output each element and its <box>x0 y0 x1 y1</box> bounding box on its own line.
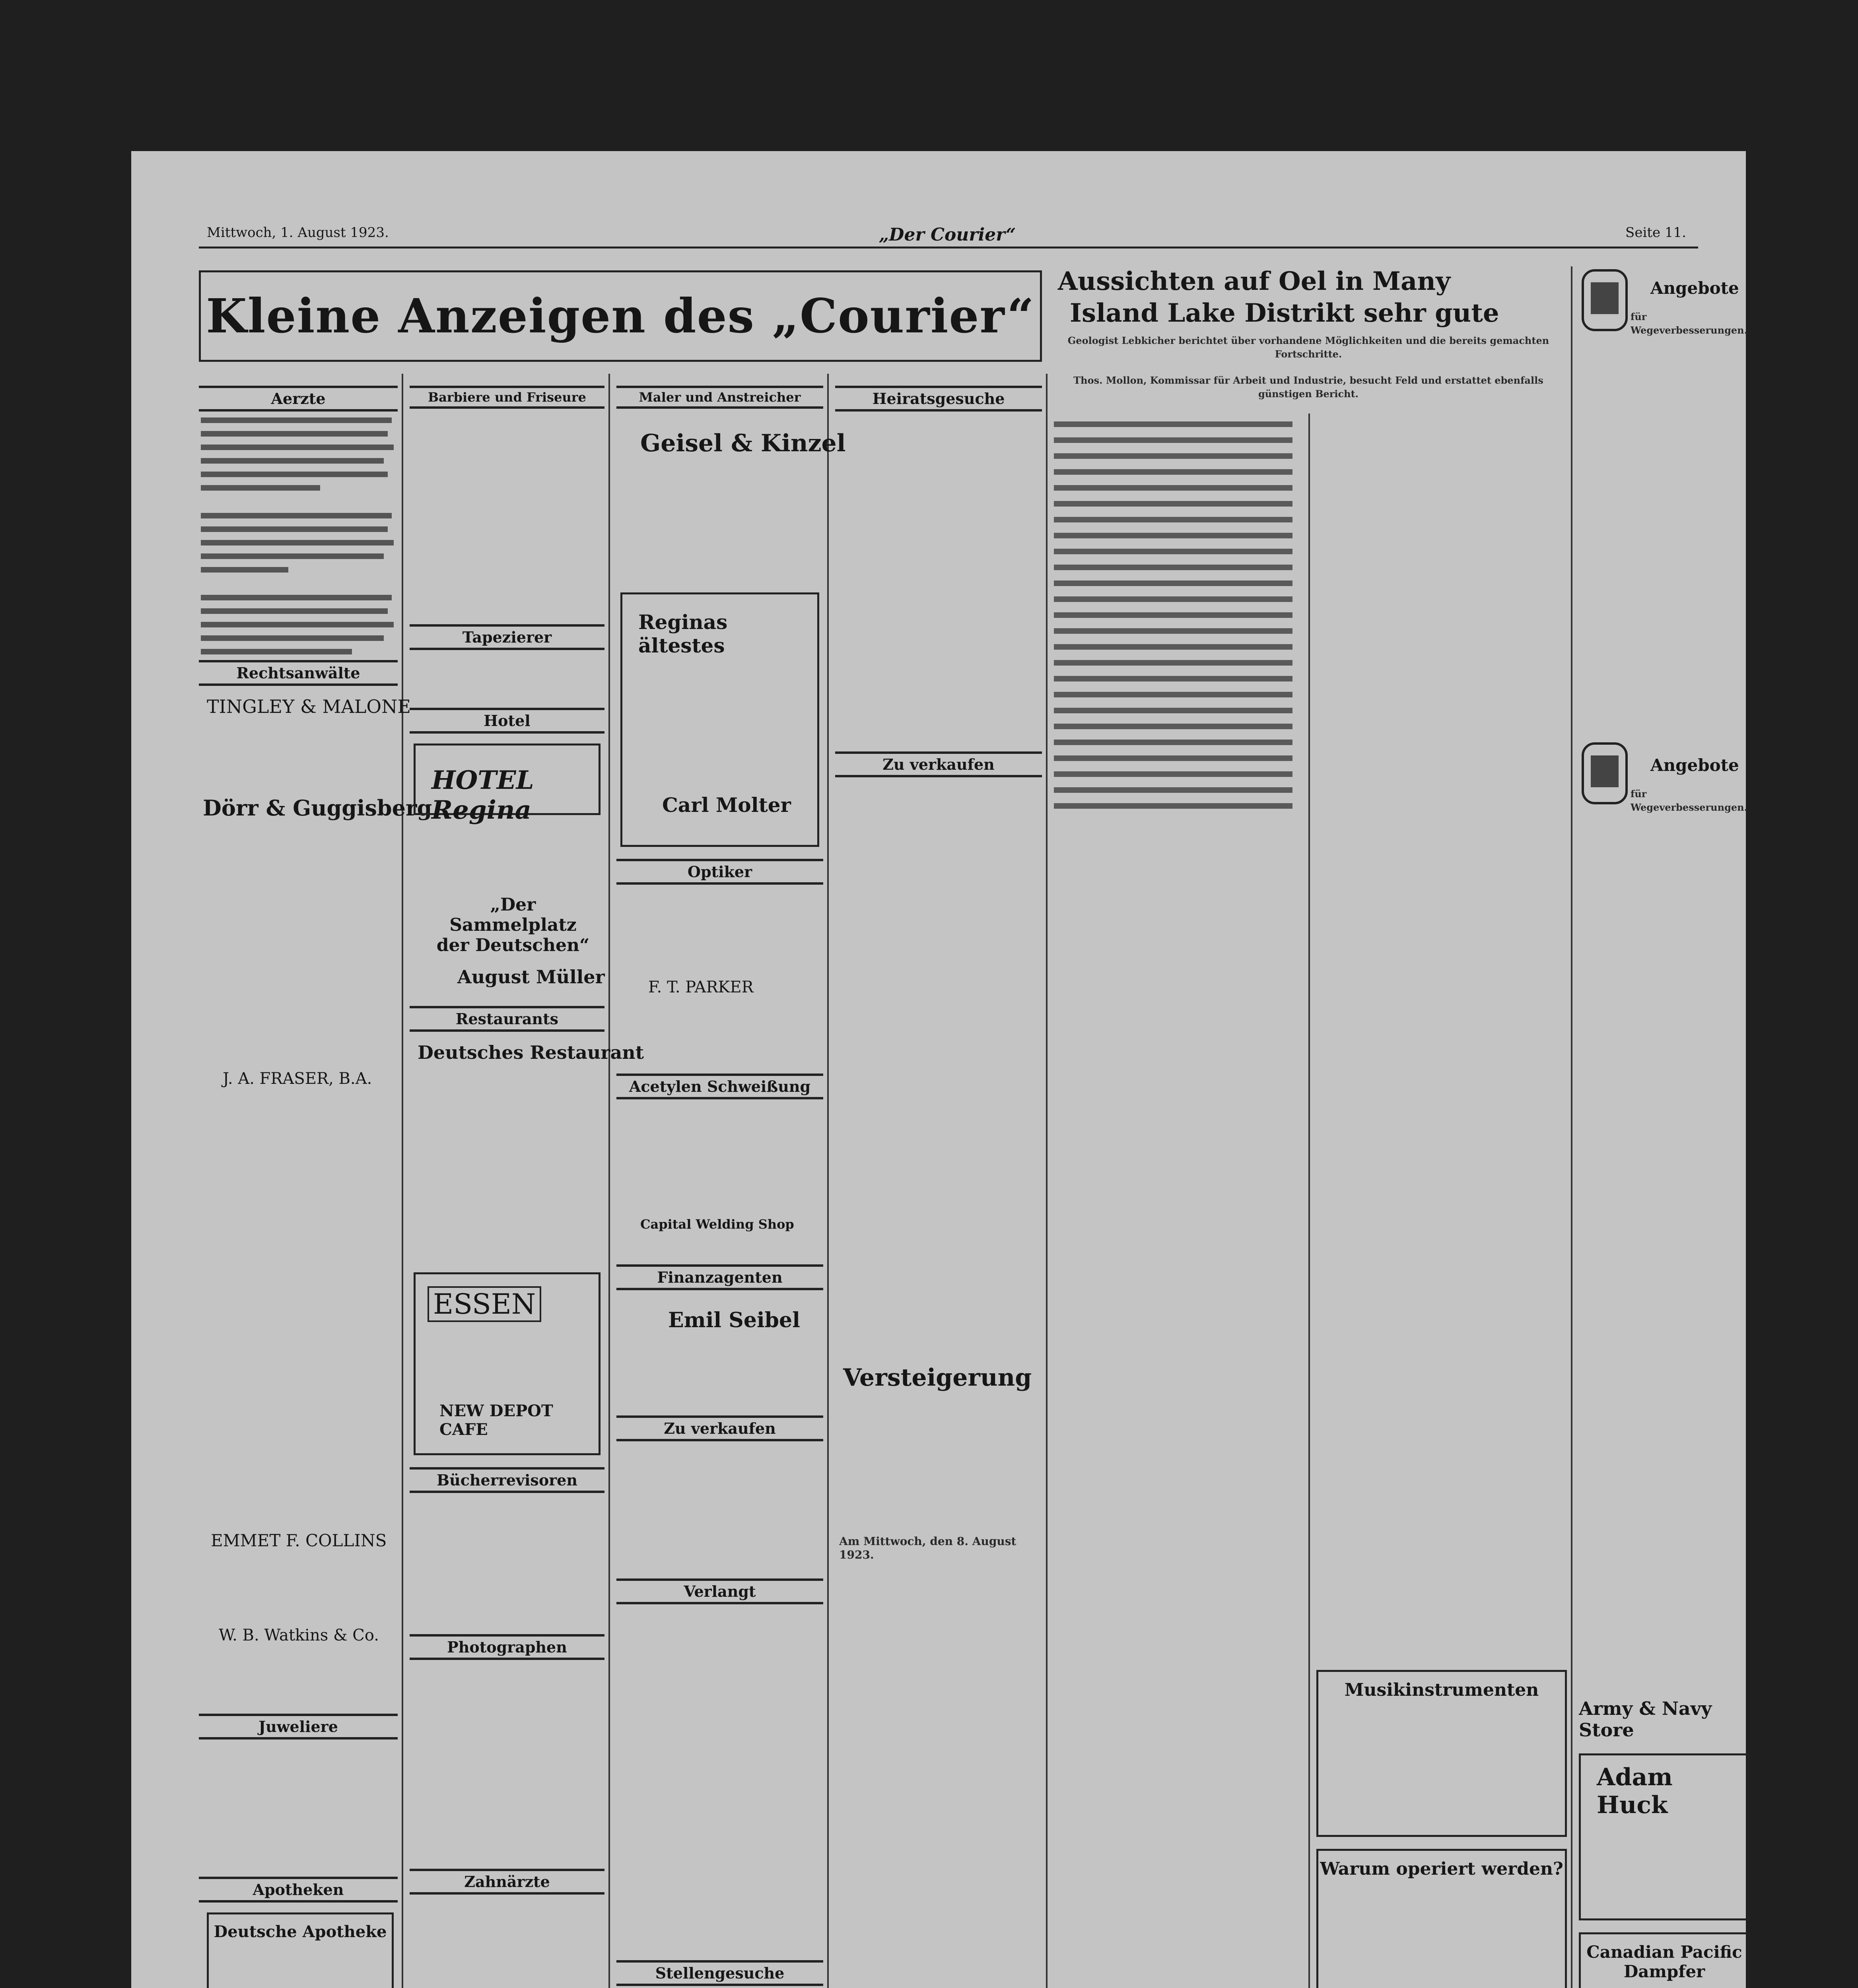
section-buecherrevisoren: Bücherrevisoren <box>410 1467 604 1493</box>
section-maler: Maler und Anstreicher <box>616 386 823 409</box>
column-divider <box>1308 414 1310 1988</box>
oil-headline-1: Aussichten auf Oel in Many <box>1058 266 1451 296</box>
banner-title: Kleine Anzeigen des „Courier“ <box>206 288 1035 344</box>
article-text-lines <box>1054 421 1300 1654</box>
section-apotheken: Apotheken <box>199 1877 398 1903</box>
oil-headline-2: Island Lake Distrikt sehr gute <box>1070 298 1499 328</box>
column-divider <box>1571 266 1572 1988</box>
section-restaurants: Restaurants <box>410 1006 604 1032</box>
new-depot-box <box>414 1272 601 1455</box>
mueller-ad: August Müller <box>457 966 605 988</box>
section-zu-verkaufen: Zu verkaufen <box>835 751 1042 777</box>
column-divider <box>1046 374 1048 1988</box>
crest-icon <box>1579 266 1631 334</box>
section-rechtsanwaelte: Rechtsanwälte <box>199 660 398 686</box>
musik-headline: Musikinstrumenten <box>1344 1680 1539 1700</box>
reginas-aeltestes-ad: Reginas ältestes <box>638 610 728 657</box>
paper-title: „Der Courier“ <box>879 225 1016 245</box>
section-photographen: Photographen <box>410 1634 604 1660</box>
column-divider <box>402 374 403 1988</box>
tingley-malone-ad: TINGLEY & MALONE <box>207 696 411 717</box>
new-depot-ad: NEW DEPOT CAFE <box>439 1402 553 1439</box>
section-finanzagenten: Finanzagenten <box>616 1264 823 1290</box>
oil-subhead: Geologist Lebkicher berichtet über vorhandene Möglichkeiten und die bereits gemachten Fortschritte. <box>1067 335 1549 360</box>
versteigerung-headline: Versteigerung <box>843 1364 1032 1392</box>
section-stellengesuche: Stellengesuche <box>616 1960 823 1986</box>
hotel-regina-box <box>414 744 601 825</box>
section-verlangt: Verlangt <box>616 1578 823 1604</box>
fraser-ad: J. A. FRASER, B.A. <box>223 1070 372 1088</box>
adam-huck-ad: Adam Huck <box>1597 1763 1673 1819</box>
geisel-kinzel-ad: Geisel & Kinzel <box>640 429 846 457</box>
section-zu-verkaufen-2: Zu verkaufen <box>616 1415 823 1441</box>
section-tapezierer: Tapezierer <box>410 624 604 650</box>
running-head <box>131 225 1746 248</box>
auction-date: Am Mittwoch, den 8. August 1923. <box>839 1535 1016 1561</box>
hotel-regina-ad: HOTEL Regina <box>431 765 534 825</box>
column-divider <box>608 374 610 1988</box>
angebote-headline-2: Angebote <box>1650 755 1739 775</box>
oil-subhead-2: Thos. Mollon, Kommissar für Arbeit und Industrie, besucht Feld und erstattet ebenfalls günstigen Bericht. <box>1073 375 1543 400</box>
issue-date: Mittwoch, 1. August 1923. <box>207 225 389 241</box>
reginas-aeltestes-box <box>620 592 819 847</box>
section-zahnaerzte: Zahnärzte <box>410 1869 604 1895</box>
essen-ad: ESSEN <box>428 1286 541 1322</box>
parker-ad: F. T. PARKER <box>648 978 754 996</box>
capital-welding-ad: Capital Welding Shop <box>640 1217 794 1232</box>
column-divider <box>827 374 829 1988</box>
canadian-pacific-ad: Canadian Pacific Dampfer <box>1586 1942 1742 1981</box>
banner-box <box>199 270 1042 362</box>
head-rule <box>199 247 1698 248</box>
angebote-sub-1: für Wegeverbesserungen. <box>1631 311 1747 336</box>
section-optiker: Optiker <box>616 859 823 885</box>
collins-ad: EMMET F. COLLINS <box>211 1531 387 1550</box>
section-heiratsgesuche: Heiratsgesuche <box>835 386 1042 412</box>
deutsche-apotheke-box <box>207 1912 394 1988</box>
emil-seibel-ad: Emil Seibel <box>668 1308 800 1332</box>
deutsches-restaurant-ad: Deutsches Restaurant <box>418 1042 644 1063</box>
army-navy-ad: Army & Navy Store <box>1579 1698 1712 1741</box>
musik-box <box>1316 1670 1567 1837</box>
section-hotel: Hotel <box>410 708 604 734</box>
newspaper-page <box>131 151 1746 1988</box>
section-aerzte: Aerzte <box>199 386 398 412</box>
warum-headline: Warum operiert werden? <box>1320 1859 1563 1879</box>
doerr-guggisberg-ad: Dörr & Guggisberg <box>203 795 432 821</box>
section-juweliere: Juweliere <box>199 1714 398 1740</box>
adam-huck-box <box>1579 1753 1750 1920</box>
deutsche-apotheke-ad: Deutsche Apotheke <box>214 1922 387 1941</box>
crest-icon <box>1579 740 1631 807</box>
page-number: Seite 11. <box>1625 225 1686 241</box>
section-schweissung: Acetylen Schweißung <box>616 1074 823 1099</box>
warum-box <box>1316 1849 1567 1988</box>
canadian-pacific-box <box>1579 1932 1750 1988</box>
sammelplatz-ad: „Der Sammelplatz der Deutschen“ <box>436 895 590 955</box>
watkins-ad: W. B. Watkins & Co. <box>219 1626 379 1644</box>
section-barbiere: Barbiere und Friseure <box>410 386 604 409</box>
angebote-headline-1: Angebote <box>1650 278 1739 298</box>
carl-molter-ad: Carl Molter <box>662 793 791 817</box>
angebote-sub-2: für Wegeverbesserungen. <box>1631 788 1747 813</box>
